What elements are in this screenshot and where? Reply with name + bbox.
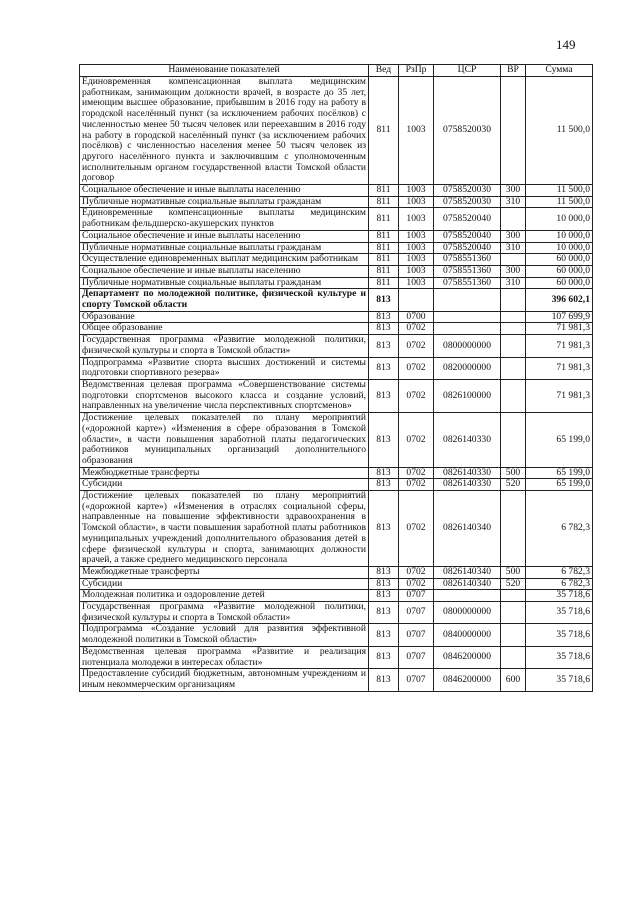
- cell-sum: 71 981,3: [526, 335, 593, 357]
- cell-sum: 11 500,0: [526, 185, 593, 197]
- cell-vr: 310: [501, 242, 526, 254]
- table-row: [80, 379, 593, 412]
- cell-rzpr: 1003: [399, 77, 434, 185]
- cell-csr: 0758520040: [434, 230, 501, 242]
- table-row: [80, 185, 593, 197]
- cell-csr: [434, 289, 501, 311]
- cell-ved: 813: [369, 289, 399, 311]
- cell-rzpr: 0702: [399, 566, 434, 578]
- table-row: [80, 669, 593, 691]
- cell-vr: 300: [501, 185, 526, 197]
- cell-ved: 813: [369, 491, 399, 567]
- table-row: [80, 624, 593, 646]
- table-row: [80, 289, 593, 311]
- cell-ved: 811: [369, 277, 399, 289]
- cell-vr: [501, 311, 526, 323]
- cell-vr: 520: [501, 578, 526, 590]
- table-row: [80, 491, 593, 567]
- cell-name: Ведомственная целевая программа «Совершенствование системы подготовки спортсменов высокого класса и создание условий, направленных на увеличение числа перспективных спортсменов»: [80, 379, 369, 412]
- table-row: [80, 467, 593, 479]
- table-row: [80, 646, 593, 668]
- cell-sum: 35 718,6: [526, 590, 593, 602]
- cell-rzpr: 0702: [399, 335, 434, 357]
- cell-rzpr: 0702: [399, 357, 434, 379]
- page-number: 149: [556, 37, 576, 52]
- cell-name: Предоставление субсидий бюджетным, автономным учреждениям и иным некоммерческим организациям: [80, 669, 369, 691]
- cell-vr: [501, 208, 526, 230]
- cell-ved: 811: [369, 230, 399, 242]
- table-row: [80, 230, 593, 242]
- cell-vr: 520: [501, 479, 526, 491]
- cell-rzpr: [399, 289, 434, 311]
- cell-name: Субсидии: [80, 578, 369, 590]
- cell-ved: 813: [369, 311, 399, 323]
- table-row: [80, 196, 593, 208]
- cell-csr: 0800000000: [434, 602, 501, 624]
- cell-csr: 0826140340: [434, 491, 501, 567]
- cell-rzpr: 0707: [399, 624, 434, 646]
- cell-csr: 0826140330: [434, 479, 501, 491]
- cell-vr: [501, 379, 526, 412]
- cell-ved: 811: [369, 185, 399, 197]
- table-header-row: [80, 65, 593, 77]
- cell-rzpr: 1003: [399, 242, 434, 254]
- cell-sum: 35 718,6: [526, 624, 593, 646]
- cell-sum: 35 718,6: [526, 646, 593, 668]
- cell-name: Публичные нормативные социальные выплаты гражданам: [80, 242, 369, 254]
- table-row: [80, 208, 593, 230]
- cell-vr: [501, 646, 526, 668]
- cell-rzpr: 1003: [399, 196, 434, 208]
- header-vr: ВР: [501, 65, 526, 77]
- cell-csr: 0846200000: [434, 669, 501, 691]
- cell-sum: 107 699,9: [526, 311, 593, 323]
- cell-rzpr: 0702: [399, 467, 434, 479]
- cell-sum: 35 718,6: [526, 602, 593, 624]
- cell-ved: 811: [369, 77, 399, 185]
- cell-vr: 500: [501, 467, 526, 479]
- cell-name: Государственная программа «Развитие молодежной политики, физической культуры и спорта в Томской области»: [80, 602, 369, 624]
- header-name: Наименование показателей: [80, 65, 369, 77]
- cell-rzpr: 1003: [399, 277, 434, 289]
- cell-name: Общее образование: [80, 323, 369, 335]
- cell-csr: 0846200000: [434, 646, 501, 668]
- cell-vr: 600: [501, 669, 526, 691]
- cell-rzpr: 0702: [399, 413, 434, 468]
- cell-csr: 0826140340: [434, 566, 501, 578]
- cell-rzpr: 0702: [399, 479, 434, 491]
- cell-name: Межбюджетные трансферты: [80, 467, 369, 479]
- cell-vr: [501, 590, 526, 602]
- cell-name: Молодежная политика и оздоровление детей: [80, 590, 369, 602]
- cell-rzpr: 0702: [399, 578, 434, 590]
- cell-ved: 813: [369, 646, 399, 668]
- cell-csr: 0758520030: [434, 196, 501, 208]
- cell-ved: 813: [369, 357, 399, 379]
- cell-ved: 813: [369, 669, 399, 691]
- table-row: [80, 578, 593, 590]
- cell-vr: [501, 624, 526, 646]
- cell-csr: 0758551360: [434, 254, 501, 266]
- cell-name: Единовременная компенсационная выплата медицинским работникам, занимающим должности врачей, в возрасте до 35 лет, имеющим высшее образование, прибывшим в 2016 году на работу в городской населённый пункт (за исключением рабочих посёлков) с численностью менее 50 тысяч человек или переехавшим в 2016 году на работу в городской населённый пункт (за исключением рабочих посёлков) с численностью населения менее 50 тысяч человек из другого населённого пункта и заключившим с уполномоченным исполнительным органом государственной власти Томской области договор: [80, 77, 369, 185]
- table-row: [80, 479, 593, 491]
- cell-vr: [501, 413, 526, 468]
- cell-name: Публичные нормативные социальные выплаты гражданам: [80, 196, 369, 208]
- cell-vr: 310: [501, 277, 526, 289]
- cell-sum: 65 199,0: [526, 467, 593, 479]
- cell-name: Межбюджетные трансферты: [80, 566, 369, 578]
- cell-csr: 0758551360: [434, 277, 501, 289]
- cell-name: Осуществление единовременных выплат медицинским работникам: [80, 254, 369, 266]
- header-ved: Вед: [369, 65, 399, 77]
- cell-name: Социальное обеспечение и иные выплаты населению: [80, 185, 369, 197]
- cell-name: Подпрограмма «Создание условий для развития эффективной молодежной политики в Томской области»: [80, 624, 369, 646]
- cell-rzpr: 1003: [399, 185, 434, 197]
- cell-sum: 71 981,3: [526, 323, 593, 335]
- cell-ved: 811: [369, 254, 399, 266]
- cell-rzpr: 0702: [399, 379, 434, 412]
- cell-sum: 396 602,1: [526, 289, 593, 311]
- cell-csr: 0758520040: [434, 208, 501, 230]
- cell-rzpr: 0707: [399, 669, 434, 691]
- cell-vr: [501, 254, 526, 266]
- cell-ved: 813: [369, 566, 399, 578]
- cell-vr: 300: [501, 230, 526, 242]
- cell-csr: 0800000000: [434, 335, 501, 357]
- cell-name: Подпрограмма «Развитие спорта высших достижений и системы подготовки спортивного резерва»: [80, 357, 369, 379]
- cell-name: Департамент по молодежной политике, физической культуре и спорту Томской области: [80, 289, 369, 311]
- table-row: [80, 323, 593, 335]
- cell-rzpr: 0707: [399, 602, 434, 624]
- cell-rzpr: 0700: [399, 311, 434, 323]
- table-row: [80, 566, 593, 578]
- cell-ved: 811: [369, 196, 399, 208]
- table-row: [80, 602, 593, 624]
- cell-sum: 11 500,0: [526, 196, 593, 208]
- cell-ved: 813: [369, 479, 399, 491]
- cell-rzpr: 0707: [399, 590, 434, 602]
- cell-rzpr: 1003: [399, 265, 434, 277]
- cell-csr: 0826140330: [434, 413, 501, 468]
- cell-ved: 813: [369, 602, 399, 624]
- cell-vr: [501, 335, 526, 357]
- cell-vr: [501, 602, 526, 624]
- cell-rzpr: 1003: [399, 254, 434, 266]
- table-row: [80, 335, 593, 357]
- cell-ved: 813: [369, 578, 399, 590]
- cell-rzpr: 1003: [399, 208, 434, 230]
- table-row: [80, 311, 593, 323]
- cell-ved: 813: [369, 335, 399, 357]
- cell-csr: 0826140330: [434, 467, 501, 479]
- cell-vr: [501, 357, 526, 379]
- cell-sum: 60 000,0: [526, 277, 593, 289]
- cell-rzpr: 1003: [399, 230, 434, 242]
- cell-name: Социальное обеспечение и иные выплаты населению: [80, 265, 369, 277]
- cell-sum: 60 000,0: [526, 265, 593, 277]
- table-row: [80, 77, 593, 185]
- cell-ved: 811: [369, 242, 399, 254]
- table-row: [80, 357, 593, 379]
- cell-name: Единовременные компенсационные выплаты медицинским работникам фельдшерско-акушерских пунктов: [80, 208, 369, 230]
- table-row: [80, 590, 593, 602]
- cell-vr: [501, 77, 526, 185]
- cell-sum: 71 981,3: [526, 357, 593, 379]
- cell-vr: 310: [501, 196, 526, 208]
- header-csr: ЦСР: [434, 65, 501, 77]
- table-row: [80, 277, 593, 289]
- cell-sum: 6 782,3: [526, 578, 593, 590]
- header-rzpr: РзПр: [399, 65, 434, 77]
- cell-sum: 60 000,0: [526, 254, 593, 266]
- cell-name: Государственная программа «Развитие молодежной политики, физической культуры и спорта в Томской области»: [80, 335, 369, 357]
- cell-rzpr: 0702: [399, 323, 434, 335]
- cell-sum: 6 782,3: [526, 491, 593, 567]
- header-sum: Сумма: [526, 65, 593, 77]
- cell-name: Публичные нормативные социальные выплаты гражданам: [80, 277, 369, 289]
- cell-csr: 0758551360: [434, 265, 501, 277]
- cell-name: Образование: [80, 311, 369, 323]
- cell-csr: [434, 323, 501, 335]
- table-body: [80, 77, 593, 692]
- cell-ved: 811: [369, 208, 399, 230]
- cell-ved: 813: [369, 379, 399, 412]
- cell-vr: [501, 323, 526, 335]
- cell-csr: [434, 311, 501, 323]
- cell-rzpr: 0702: [399, 491, 434, 567]
- cell-sum: 10 000,0: [526, 230, 593, 242]
- cell-rzpr: 0707: [399, 646, 434, 668]
- cell-sum: 11 500,0: [526, 77, 593, 185]
- cell-csr: 0758520030: [434, 185, 501, 197]
- table-row: [80, 242, 593, 254]
- cell-vr: [501, 289, 526, 311]
- cell-csr: 0820000000: [434, 357, 501, 379]
- cell-sum: 35 718,6: [526, 669, 593, 691]
- cell-sum: 65 199,0: [526, 479, 593, 491]
- cell-csr: 0826140340: [434, 578, 501, 590]
- cell-csr: 0758520040: [434, 242, 501, 254]
- cell-csr: [434, 590, 501, 602]
- cell-name: Достижение целевых показателей по плану мероприятий («дорожной карте») «Изменения в отраслях социальной сферы, направленные на повышение эффективности здравоохранения в Томской области», в части повышения заработной платы работников муниципальных учреждений дополнительного образования детей в сфере физической культуры и спорта, занимающих должности врачей, а также среднего медицинского персонала: [80, 491, 369, 567]
- table-row: [80, 265, 593, 277]
- cell-sum: 10 000,0: [526, 242, 593, 254]
- cell-csr: 0826100000: [434, 379, 501, 412]
- cell-name: Социальное обеспечение и иные выплаты населению: [80, 230, 369, 242]
- cell-sum: 10 000,0: [526, 208, 593, 230]
- cell-sum: 6 782,3: [526, 566, 593, 578]
- cell-csr: 0840000000: [434, 624, 501, 646]
- cell-vr: 300: [501, 265, 526, 277]
- table-row: [80, 413, 593, 468]
- cell-sum: 65 199,0: [526, 413, 593, 468]
- cell-name: Достижение целевых показателей по плану мероприятий («дорожной карте») «Изменения в сфере образования в Томской области», в части повышения заработной платы педагогических работников муниципальных организаций дополнительного образования: [80, 413, 369, 468]
- cell-name: Субсидии: [80, 479, 369, 491]
- cell-ved: 813: [369, 323, 399, 335]
- cell-ved: 813: [369, 590, 399, 602]
- cell-ved: 811: [369, 265, 399, 277]
- budget-table: [79, 64, 593, 692]
- cell-ved: 813: [369, 467, 399, 479]
- cell-ved: 813: [369, 624, 399, 646]
- cell-vr: [501, 491, 526, 567]
- table-row: [80, 254, 593, 266]
- cell-sum: 71 981,3: [526, 379, 593, 412]
- cell-vr: 500: [501, 566, 526, 578]
- cell-ved: 813: [369, 413, 399, 468]
- cell-name: Ведомственная целевая программа «Развитие и реализация потенциала молодежи в интересах области»: [80, 646, 369, 668]
- cell-csr: 0758520030: [434, 77, 501, 185]
